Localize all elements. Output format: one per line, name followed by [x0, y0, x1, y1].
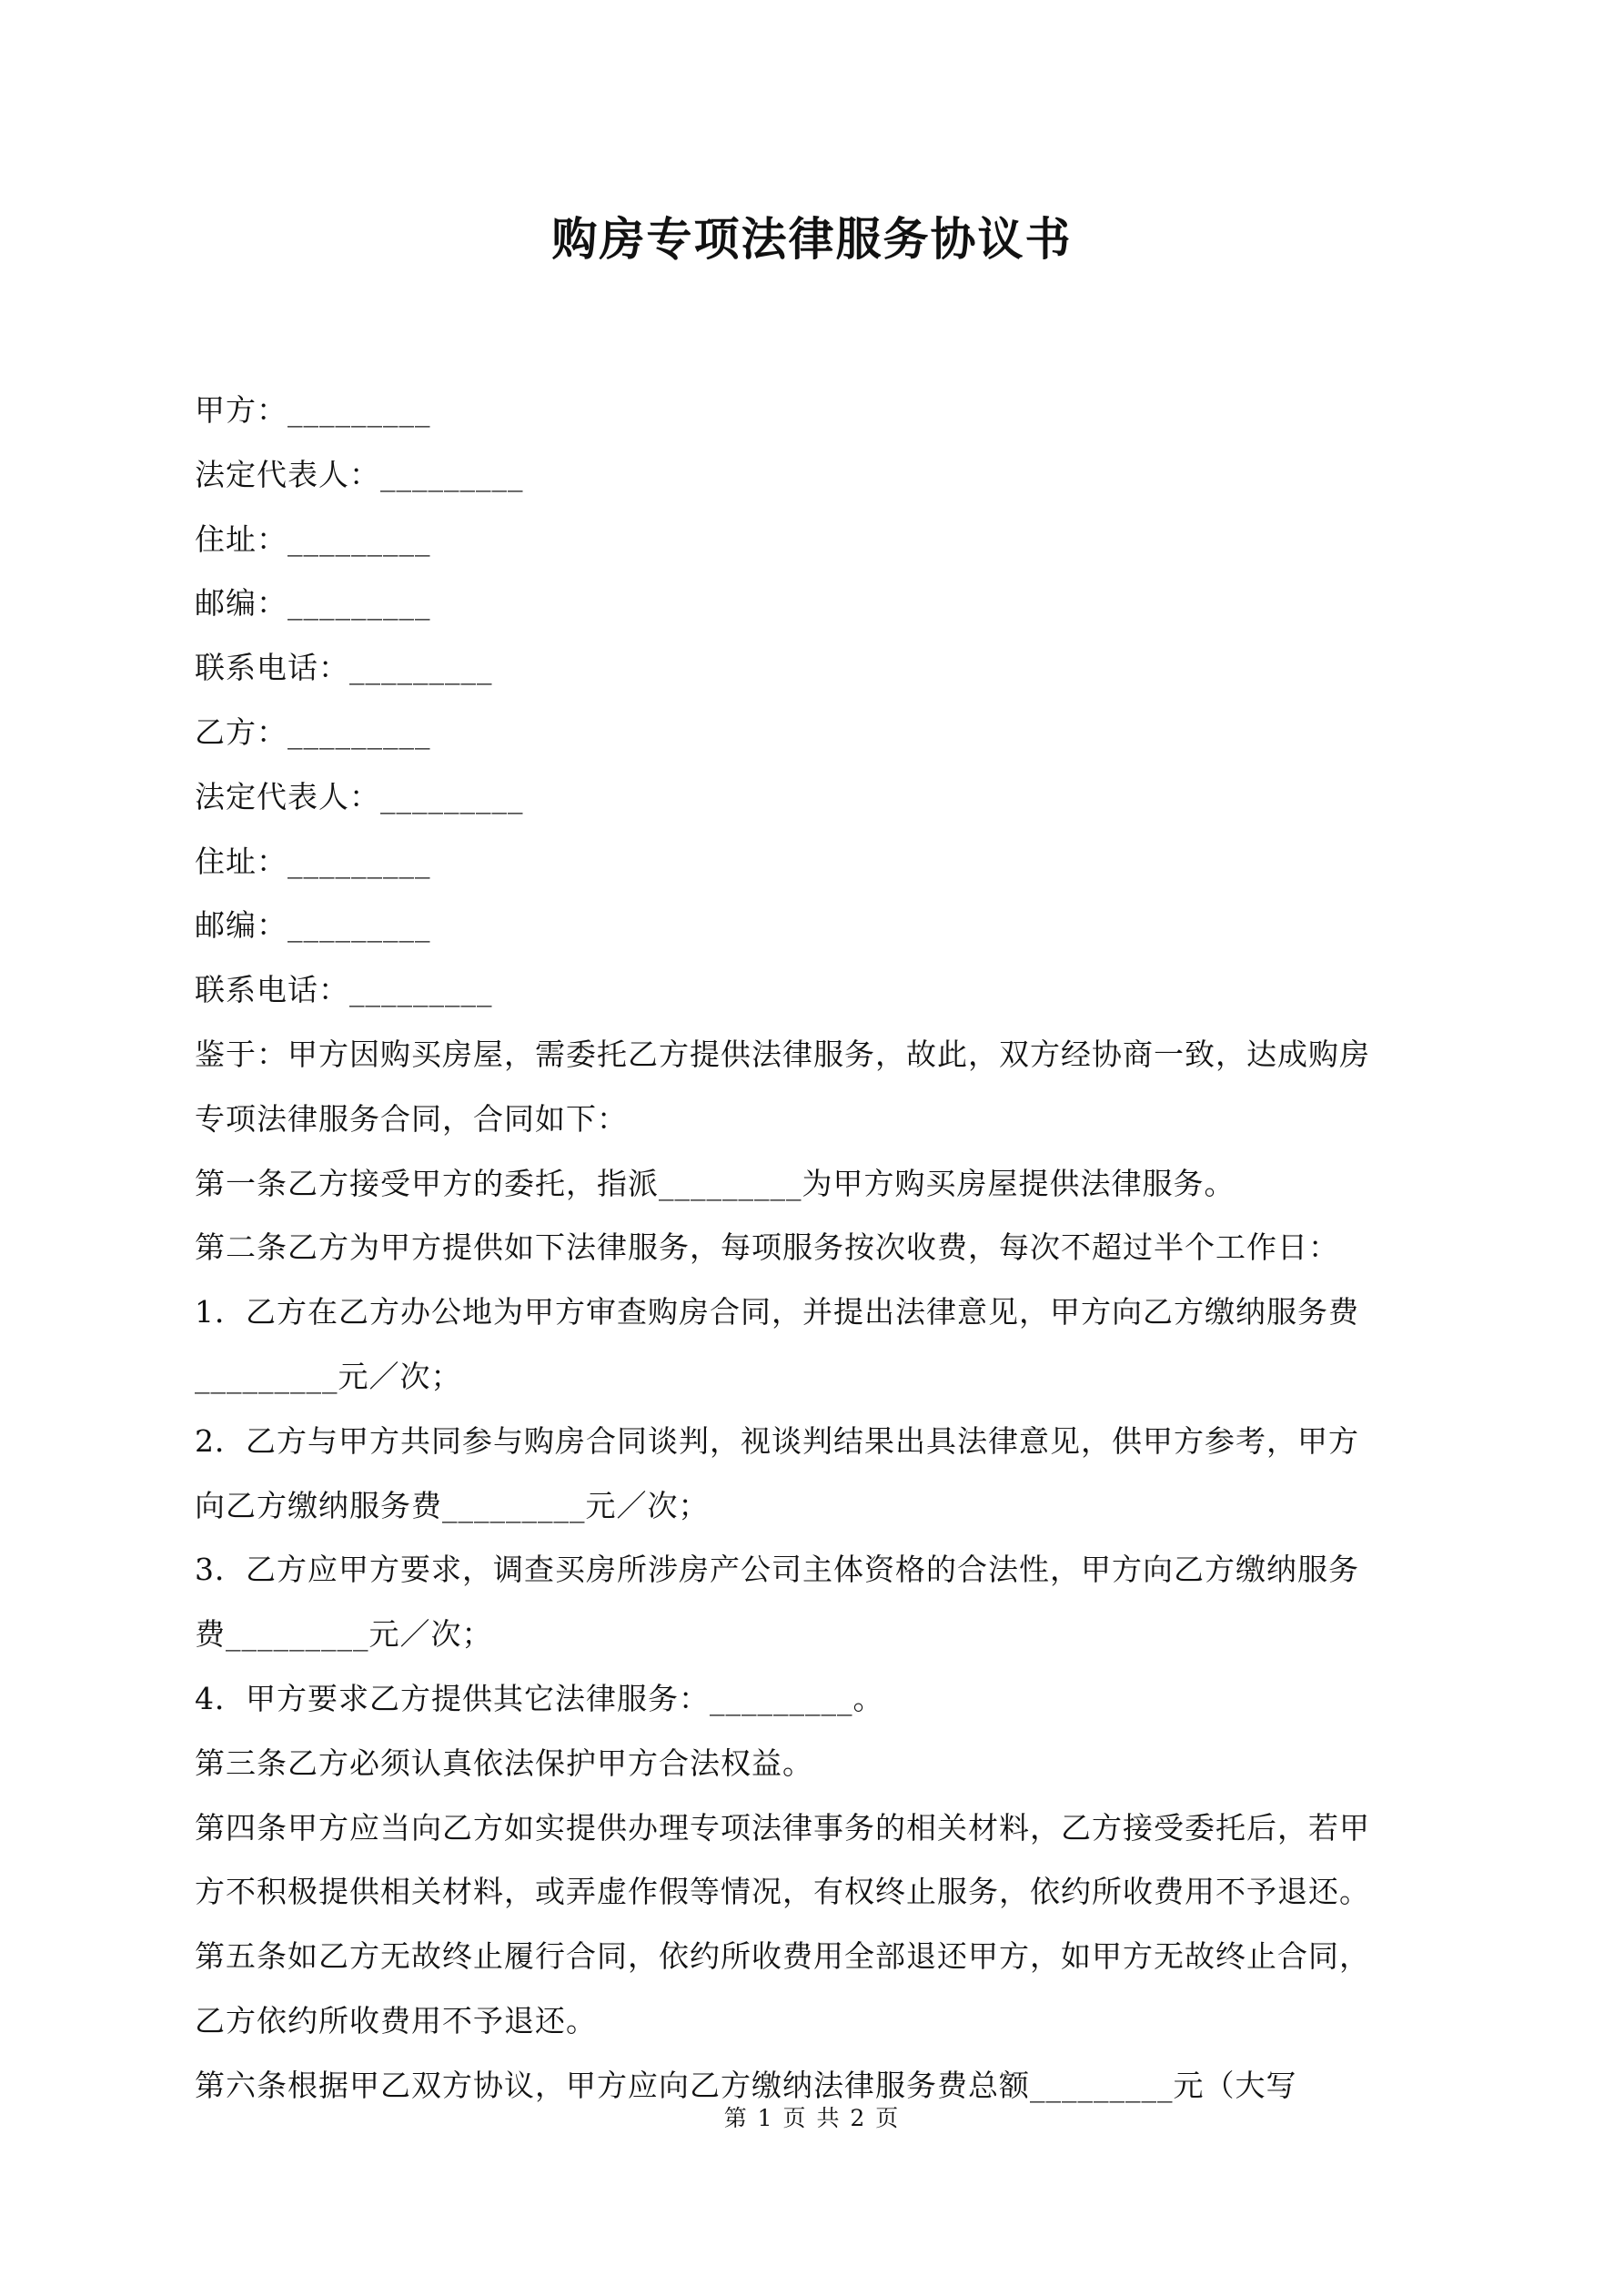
service-item-3-line: 3．乙方应甲方要求，调查买房所涉房产公司主体资格的合法性，甲方向乙方缴纳服务	[195, 1552, 1359, 1588]
party-a-address: 住址：_________	[195, 521, 431, 557]
article-5-line: 第五条如乙方无故终止履行合同，依约所收费用全部退还甲方，如甲方无故终止合同，	[195, 1938, 1370, 1975]
party-a-representative: 法定代表人：_________	[195, 456, 524, 492]
document-title: 购房专项法律服务协议书	[551, 212, 1073, 266]
service-item-1-line: 1．乙方在乙方办公地为甲方审查购房合同，并提出法律意见，甲方向乙方缴纳服务费	[195, 1294, 1359, 1330]
article-4-line: 方不积极提供相关材料，或弄虚作假等情况，有权终止服务，依约所收费用不予退还。	[195, 1874, 1370, 1910]
article-5-line: 乙方依约所收费用不予退还。	[195, 2002, 597, 2038]
service-item-2-line: 2．乙方与甲方共同参与购房合同谈判，视谈判结果出具法律意见，供甲方参考，甲方	[195, 1422, 1359, 1459]
document-body	[195, 379, 1441, 2119]
article-3: 第三条乙方必须认真依法保护甲方合法权益。	[195, 1745, 813, 1781]
service-item-1-line: _________元／次；	[195, 1358, 462, 1394]
party-b-phone: 联系电话：_________	[195, 972, 493, 1008]
service-item-3-line: 费_________元／次；	[195, 1616, 493, 1653]
party-a-phone: 联系电话：_________	[195, 650, 493, 686]
party-b-address: 住址：_________	[195, 843, 431, 879]
party-b-zip: 邮编：_________	[195, 907, 431, 944]
party-a-zip: 邮编：_________	[195, 585, 431, 622]
article-2: 第二条乙方为甲方提供如下法律服务，每项服务按次收费，每次不超过半个工作日：	[195, 1229, 1339, 1266]
article-4-line: 第四条甲方应当向乙方如实提供办理专项法律事务的相关材料，乙方接受委托后，若甲	[195, 1809, 1370, 1846]
article-6: 第六条根据甲乙双方协议，甲方应向乙方缴纳法律服务费总额_________元（大写	[195, 2067, 1297, 2103]
page-number-footer: 第 1 页 共 2 页	[723, 2105, 901, 2131]
preamble-line: 鉴于：甲方因购买房屋，需委托乙方提供法律服务，故此，双方经协商一致，达成购房	[195, 1036, 1370, 1072]
party-a-name: 甲方：_________	[195, 392, 431, 428]
preamble-line: 专项法律服务合同，合同如下：	[195, 1100, 628, 1137]
article-1: 第一条乙方接受甲方的委托，指派_________为甲方购买房屋提供法律服务。	[195, 1165, 1236, 1201]
party-b-name: 乙方：_________	[195, 713, 431, 750]
party-b-representative: 法定代表人：_________	[195, 778, 524, 814]
service-item-2-line: 向乙方缴纳服务费_________元／次；	[195, 1487, 710, 1523]
service-item-4: 4．甲方要求乙方提供其它法律服务：_________。	[195, 1680, 884, 1716]
